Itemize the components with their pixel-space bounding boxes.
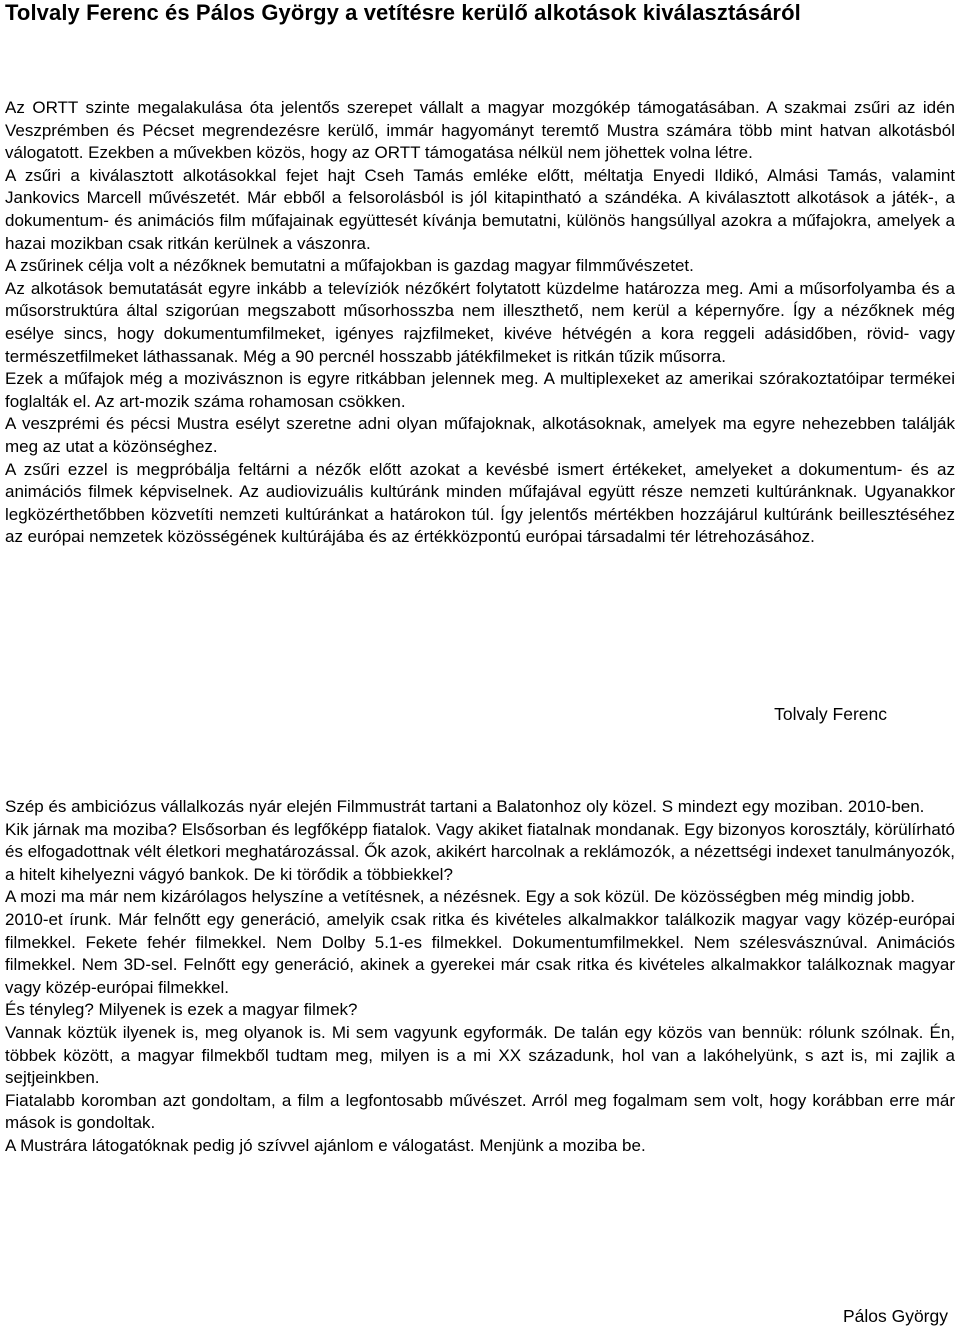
paragraph: A mozi ma már nem kizárólagos helyszíne a vetítésnek, a nézésnek. Egy a sok közül. De közösségben még mindig jobb. bbox=[5, 887, 915, 907]
paragraph: A zsűri ezzel is megpróbálja feltárni a nézők előtt azokat a kevésbé ismert értékeket, amelyeket a dokumentum- és az animációs filmek képviselnek. Az audiovizuális kultúránk minden műfajával együtt része nemzeti kultúránknak. Ugyanakkor legközérthetőbben közvetíti nemzeti kultúránkat a határokon túl. Így jelentős mértékben hozzájárul kultúránk beillesztéséhez az európai nemzetek közösségének kultúrájába és az értékközpontú európai társadalmi tér létrehozásához. bbox=[5, 459, 955, 547]
paragraph: Kik járnak ma moziba? Elsősorban és legfőképp fiatalok. Vagy akiket fiatalnak mondanak. Egy bizonyos korosztály, körülírható és elfogadottnak vélt életkori meghatározással. Ők azok, akikért harcolnak a reklámozók, a nézettségi indexet tanulmányozók, a hitelt kihelyezni vágyó bankok. De ki törődik a többiekkel? bbox=[5, 819, 955, 884]
paragraph: A Mustrára látogatóknak pedig jó szívvel ajánlom e válogatást. Menjünk a moziba be. bbox=[5, 1135, 646, 1155]
paragraph: Az alkotások bemutatását egyre inkább a televíziók nézőkért folytatott küzdelme határozza meg. Ami a műsorfolyamba és a műsorstruktúra által szigorúan megszabott műsorhosszba nem illeszthető, nem kerül a képernyőre. Így a nézőknek még esélye sincs, hogy dokumentumfilmeket, igényes rajzfilmeket, kivéve hétvégén a kora reggeli adásidőben, rövid- vagy természetfilmeket láthassanak. Még a 90 percnél hosszabb játékfilmeket is ritkán tűzik műsorra. bbox=[5, 278, 955, 366]
paragraph: Vannak köztük ilyenek is, meg olyanok is. Mi sem vagyunk egyformák. De talán egy közös van bennük: rólunk szólnak. Én, többek között, a magyar filmekből tudtam meg, milyen is a mi XX századunk, hol van a lakóhelyünk, s azt is, mi zajlik a sejtjeinkben. bbox=[5, 1022, 955, 1088]
signature-palos: Pálos György bbox=[842, 1306, 948, 1326]
paragraph: Fiatalabb koromban azt gondoltam, a film a legfontosabb művészet. Arról meg fogalmam sem volt, hogy korábban erre már mások is gondoltak. bbox=[5, 1090, 955, 1133]
section-gap bbox=[5, 750, 955, 751]
paragraph: A zsűri a kiválasztott alkotásokkal fejet hajt Cseh Tamás emléke előtt, méltatja Enyedi Ildikó, Almási Tamás, valamint Jankovics Marcell művészetét. Már ebből a felsorolásból is jól kitapintható a szándéka. A kiválasztott alkotások a játék-, a dokumentum- és animációs film műfajainak együttesét kívánja bemutatni, különös hangsúllyal azokra a műfajokra, amelyek a hazai mozikban csak ritkán kerülnek a vászonra. bbox=[5, 165, 955, 253]
paragraph: Ezek a műfajok még a mozivásznon is egyre ritkábban jelennek meg. A multiplexeket az amerikai szórakoztatóipar termékei foglalták el. Az art-mozik száma rohamosan csökken. bbox=[5, 369, 955, 411]
paragraph: 2010-et írunk. Már felnőtt egy generáció, amelyik csak ritka és kivételes alkalmakkor találkozik magyar vagy közép-európai filmekkel. Fekete fehér filmekkel. Nem Dolby 5.1-es filmekkel. Dokumentumfilmekkel. Nem szélesvásznúval. Animációs filmekkel. Nem 3D-sel. Felnőtt egy generáció, akinek a gyerekei már csak ritka és kivételes alkalmakkor találkoznak magyar vagy közép-európai filmekkel. bbox=[5, 909, 955, 997]
paragraph: Az ORTT szinte megalakulása óta jelentős szerepet vállalt a magyar mozgókép támogatásában. A szakmai zsűri az idén Veszprémben és Pécset megrendezésre kerülő, immár hagyományt teremtő Mustra számára több mint hatvan alkotásból válogatott. Ezekben a művekben közös, hogy az ORTT támogatása nélkül nem jöhettek volna létre. bbox=[5, 98, 955, 163]
paragraph: A veszprémi és pécsi Mustra esélyt szeretne adni olyan műfajoknak, alkotásoknak, amelyek ma egyre nehezebben találják meg az utat a közönséghez. bbox=[5, 414, 955, 456]
signature-tolvaly: Tolvaly Ferenc bbox=[774, 704, 887, 724]
paragraph: És tényleg? Milyenek is ezek a magyar filmek? bbox=[5, 1000, 358, 1020]
section-tolvaly bbox=[5, 97, 955, 549]
paragraph: A zsűrinek célja volt a nézőknek bemutatni a műfajokban is gazdag magyar filmművészetet. bbox=[5, 256, 694, 276]
paragraph: Szép és ambiciózus vállalkozás nyár elején Filmmustrát tartani a Balatonhoz oly közel. S mindezt egy moziban. 2010-ben. bbox=[5, 797, 925, 816]
section-palos bbox=[5, 796, 955, 1158]
document-title: Tolvaly Ferenc és Pálos György a vetítésre kerülő alkotások kiválasztásáról bbox=[5, 0, 801, 25]
